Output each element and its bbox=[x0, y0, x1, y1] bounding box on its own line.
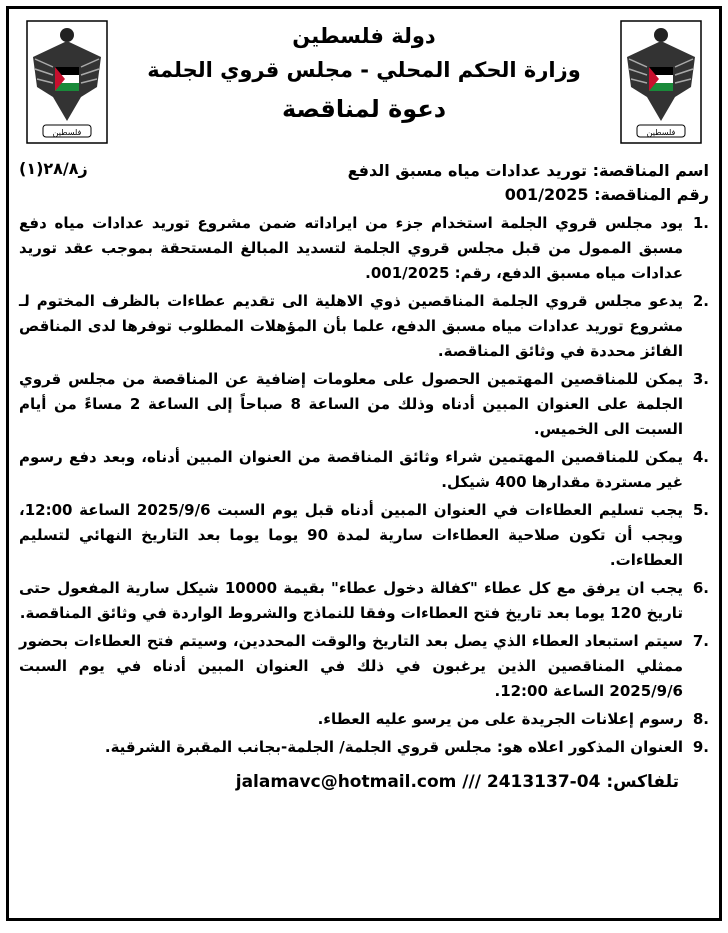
emblem-caption: فلسطين bbox=[52, 128, 82, 137]
tender-item bbox=[19, 211, 709, 286]
item-number: .9 bbox=[692, 738, 709, 756]
tender-item bbox=[19, 289, 709, 364]
tender-meta bbox=[9, 159, 719, 207]
tender-item bbox=[19, 735, 709, 760]
item-text: يمكن للمناقصين المهتمين الحصول على معلومات إضافية عن المناقصة من مجلس قروي الجلمة على العنوان المبين أدناه وذلك من الساعة 8 صباحاً إلى الساعة 2 مساءً من أيام السبت الى الخميس. bbox=[19, 370, 683, 438]
tender-item bbox=[19, 445, 709, 495]
contact-line bbox=[9, 763, 719, 795]
item-text: سيتم استبعاد العطاء الذي يصل بعد التاريخ والوقت المحددين، وسيتم فتح العطاءات بحضور ممثلي المناقصين الذين يرغبون في ذلك في العنوان المبين أدناه في يوم السبت 2025/9/6 الساعة 12:00. bbox=[19, 632, 683, 700]
item-number: .3 bbox=[692, 370, 709, 388]
item-number: .5 bbox=[692, 501, 709, 519]
reference-code: ز٢٨/٨(١) bbox=[19, 159, 88, 178]
tender-item bbox=[19, 576, 709, 626]
palestine-eagle-emblem bbox=[23, 17, 111, 147]
page-title: دعوة لمناقصة bbox=[281, 95, 447, 123]
item-number: .7 bbox=[692, 632, 709, 650]
tender-item bbox=[19, 707, 709, 732]
palestine-eagle-emblem bbox=[617, 17, 705, 147]
item-text: العنوان المذكور اعلاه هو: مجلس قروي الجلمة/ الجلمة-بجانب المقبرة الشرقية. bbox=[104, 738, 683, 756]
tender-items bbox=[9, 211, 719, 760]
item-text: يود مجلس قروي الجلمة استخدام جزء من ايراداته ضمن مشروع توريد عدادات مياه دفع مسبق الممول من قبل مجلس قروي الجلمة لتسديد المبالغ المستحقة بموجب عقد توريد عدادات مياه مسبق الدفع، رقم: 001/2025. bbox=[19, 214, 683, 282]
item-number: .6 bbox=[692, 579, 709, 597]
phone-number: 04-2413137 bbox=[486, 772, 601, 792]
item-number: .8 bbox=[692, 710, 709, 728]
fax-label: تلفاكس: bbox=[606, 772, 679, 792]
title-block bbox=[119, 19, 609, 131]
header bbox=[9, 9, 719, 159]
state-heading: دولة فلسطين bbox=[292, 24, 436, 48]
tender-item bbox=[19, 629, 709, 704]
tender-item bbox=[19, 367, 709, 442]
tender-name: اسم المناقصة: توريد عدادات مياه مسبق الدفع bbox=[347, 161, 709, 180]
separator: /// bbox=[462, 772, 481, 792]
tender-notice bbox=[6, 6, 722, 921]
item-text: يجب ان يرفق مع كل عطاء "كفالة دخول عطاء" بقيمة 10000 شيكل سارية المفعول حتى تاريخ 120 يوما بعد تاريخ فتح العطاءات وفقا للنماذج والشروط الواردة في وثائق المناقصة. bbox=[19, 579, 684, 622]
item-number: .1 bbox=[692, 214, 709, 232]
tender-item bbox=[19, 498, 709, 573]
item-text: يدعو مجلس قروي الجلمة المناقصين ذوي الاهلية الى تقديم عطاءات بالظرف المختوم لـ مشروع توريد عدادات مياه مسبق الدفع، علما بأن المؤهلات المطلوب توفرها لدى المناقص الفائز محددة في وثائق المناقصة. bbox=[19, 292, 683, 360]
ministry-heading: وزارة الحكم المحلي - مجلس قروي الجلمة bbox=[147, 58, 581, 82]
item-text: يجب تسليم العطاءات في العنوان المبين أدناه قبل يوم السبت 2025/9/6 الساعة 12:00، ويجب أن تكون صلاحية العطاءات سارية لمدة 90 يوما يوما بعد التاريخ النهائي لتسليم العطاءات. bbox=[19, 501, 683, 569]
item-number: .2 bbox=[692, 292, 709, 310]
item-text: رسوم إعلانات الجريدة على من يرسو عليه العطاء. bbox=[317, 710, 683, 728]
item-number: .4 bbox=[692, 448, 709, 466]
emblem-caption: فلسطين bbox=[646, 128, 676, 137]
email-address: jalamavc@hotmail.com bbox=[235, 772, 457, 792]
tender-number: رقم المناقصة: 001/2025 bbox=[504, 185, 709, 204]
item-text: يمكن للمناقصين المهتمين شراء وثائق المناقصة من العنوان المبين أدناه، وبعد دفع رسوم غير مستردة مقدارها 400 شيكل. bbox=[19, 448, 683, 491]
